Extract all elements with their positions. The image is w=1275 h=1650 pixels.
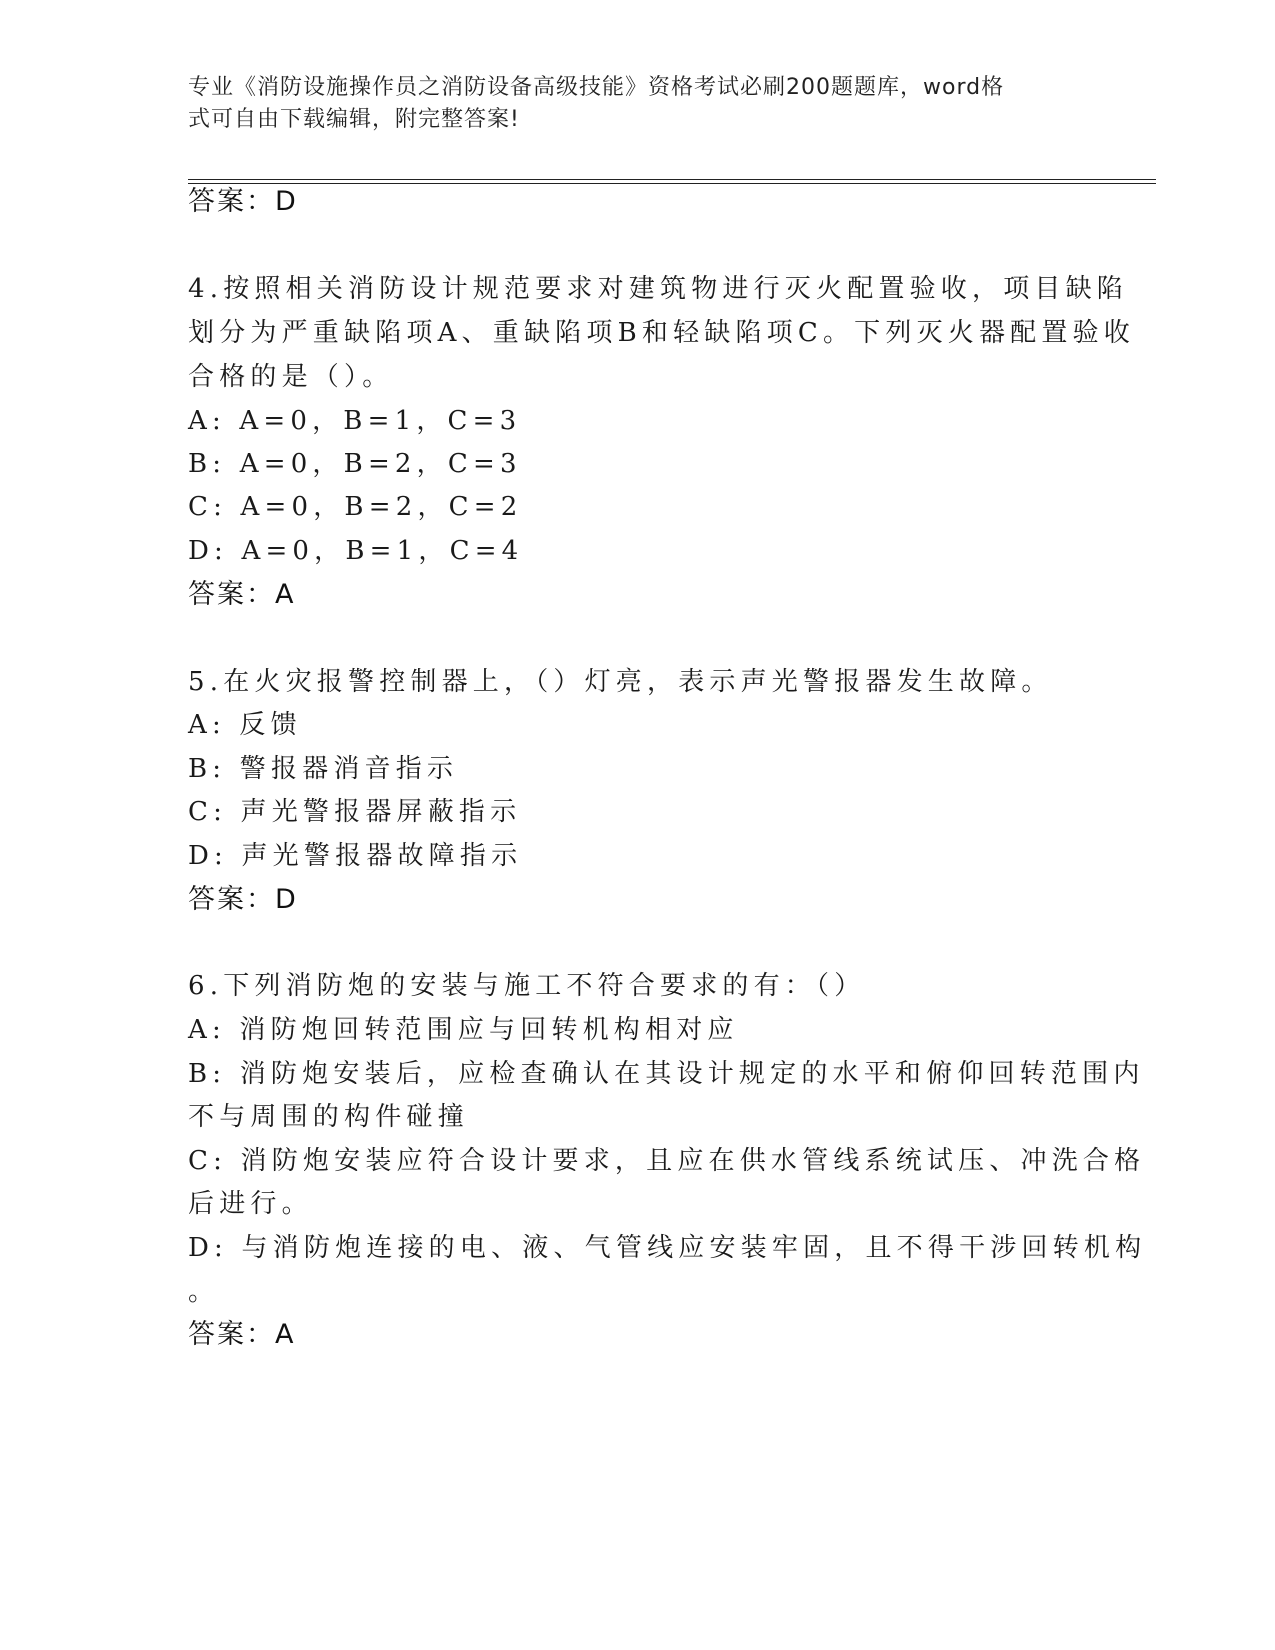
q6-line-5: 后进行。 bbox=[188, 1189, 313, 1219]
q6-line-4: C: 消防炮安装应符合设计要求，且应在供水管线系统试压、冲洗合格 bbox=[188, 1146, 1146, 1176]
q5-answer: 答案：D bbox=[188, 884, 298, 915]
q6-line-3: 不与周围的构件碰撞 bbox=[188, 1102, 469, 1132]
header-divider-top bbox=[188, 179, 1156, 180]
q4-stem-line-3: 合格的是（）。 bbox=[188, 362, 394, 392]
page-header bbox=[188, 72, 1068, 136]
q6-line-6: D: 与消防炮连接的电、液、气管线应安装牢固，且不得干涉回转机构 bbox=[188, 1233, 1147, 1263]
header-line-2: 式可自由下载编辑，附完整答案! bbox=[188, 107, 520, 132]
q3-answer: 答案：D bbox=[188, 186, 298, 217]
header-line-1: 专业《消防设施操作员之消防设备高级技能》资格考试必刷200题题库，word格 bbox=[188, 75, 1005, 100]
q4-option-a: A: A=0，B=1，C=3 bbox=[188, 406, 522, 436]
q4-stem-line-1: 4.按照相关消防设计规范要求对建筑物进行灭火配置验收，项目缺陷 bbox=[188, 274, 1129, 304]
q4-option-d: D: A=0，B=1，C=4 bbox=[188, 536, 524, 566]
q4-answer: 答案：A bbox=[188, 579, 296, 610]
q6-answer: 答案：A bbox=[188, 1319, 296, 1350]
q4-option-b: B: A=0，B=2，C=3 bbox=[188, 449, 522, 479]
q5-option-a: A: 反馈 bbox=[188, 710, 302, 740]
header-divider-bottom bbox=[188, 183, 1156, 184]
q6-line-2: B: 消防炮安装后，应检查确认在其设计规定的水平和俯仰回转范围内 bbox=[188, 1059, 1145, 1089]
q5-option-d: D: 声光警报器故障指示 bbox=[188, 841, 523, 871]
q5-option-c: C: 声光警报器屏蔽指示 bbox=[188, 797, 522, 827]
q5-option-b: B: 警报器消音指示 bbox=[188, 754, 459, 784]
q4-stem-line-2: 划分为严重缺陷项A、重缺陷项B和轻缺陷项C。下列灭火器配置验收 bbox=[188, 318, 1135, 348]
q6-stem: 6.下列消防炮的安装与施工不符合要求的有：（） bbox=[188, 971, 866, 1001]
q6-line-1: A: 消防炮回转范围应与回转机构相对应 bbox=[188, 1015, 739, 1045]
q5-stem: 5.在火灾报警控制器上，（）灯亮，表示声光警报器发生故障。 bbox=[188, 667, 1053, 697]
q6-line-7: 。 bbox=[188, 1277, 220, 1307]
q4-option-c: C: A=0，B=2，C=2 bbox=[188, 492, 523, 522]
